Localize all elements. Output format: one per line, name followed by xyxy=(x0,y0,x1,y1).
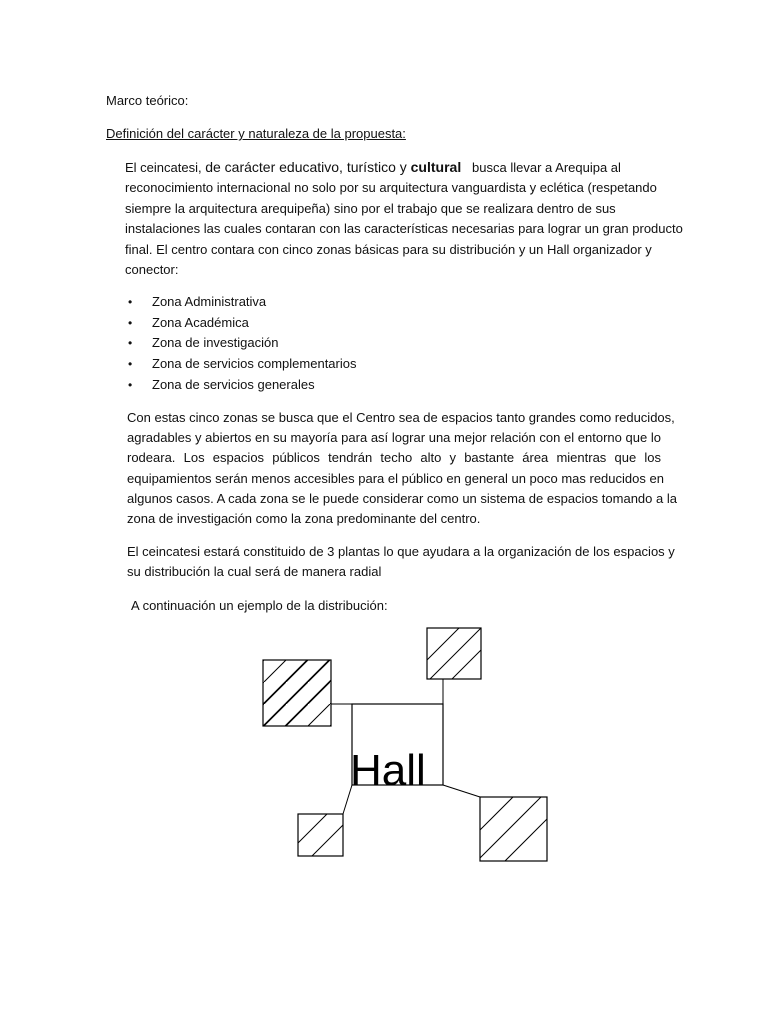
intro-line-4: instalaciones las cuales contaran con las características necesarias para lograr un gran producto xyxy=(125,221,683,237)
paragraph-line: agradables y abiertos en su mayoría para así lograr una mejor relación con el entorno que lo xyxy=(127,430,661,446)
section-subheading: Definición del carácter y naturaleza de la propuesta: xyxy=(106,126,406,141)
bullet-icon: • xyxy=(128,315,133,330)
intro-line-5: final. El centro contara con cinco zonas básicas para su distribución y un Hall organizador y xyxy=(125,241,652,257)
zone-label: Zona de investigación xyxy=(152,335,279,351)
paragraph-line: equipamientos serán menos accesibles para el público en general un poco mas reducidos en xyxy=(127,470,664,486)
bullet-icon: • xyxy=(128,357,133,372)
zone-square xyxy=(480,797,547,861)
paragraph-line: rodeara. Los espacios públicos tendrán techo alto y bastante área mientras que los xyxy=(127,450,661,466)
zone-square xyxy=(298,814,343,856)
zone-square xyxy=(263,660,331,726)
diagram-caption: A continuación un ejemplo de la distribución: xyxy=(131,598,388,613)
bullet-icon: • xyxy=(128,336,133,351)
bullet-icon: • xyxy=(128,377,133,392)
intro-text-d: busca llevar a Arequipa al xyxy=(461,160,621,175)
zone-label: Zona Académica xyxy=(152,314,249,330)
paragraph-line: El ceincatesi estará constituido de 3 plantas lo que ayudara a la organización de los espacios y xyxy=(127,544,675,559)
paragraph-line: Con estas cinco zonas se busca que el Centro sea de espacios tanto grandes como reducidos, xyxy=(127,410,675,425)
zone-label: Zona de servicios complementarios xyxy=(152,356,357,372)
paragraph-line: zona de investigación como la zona predominante del centro. xyxy=(127,510,481,526)
intro-line-6: conector: xyxy=(125,262,179,278)
intro-text-a: El ceincatesi, xyxy=(125,160,206,175)
zone-label: Zona Administrativa xyxy=(152,294,267,309)
paragraph-line: algunos casos. A cada zona se le puede considerar como un sistema de espacios tomando a la xyxy=(127,490,677,506)
hall-label: Hall xyxy=(350,746,426,795)
intro-line-3: siempre la arquitectura arequipeña) sino por el trabajo que se realizara dentro de sus xyxy=(125,200,616,216)
intro-text-cultural: cultural xyxy=(410,159,462,175)
intro-line-2: reconocimiento internacional no solo por su arquitectura vanguardista y eclética (respetando xyxy=(125,180,657,196)
connector-line xyxy=(443,785,480,797)
section-heading: Marco teórico: xyxy=(106,93,189,108)
intro-text-b: de carácter educativo, turístico y xyxy=(205,159,411,175)
zone-square xyxy=(427,628,481,679)
paragraph-line: su distribución la cual será de manera radial xyxy=(127,564,382,580)
bullet-icon: • xyxy=(128,295,133,309)
zone-label: Zona de servicios generales xyxy=(152,376,315,392)
